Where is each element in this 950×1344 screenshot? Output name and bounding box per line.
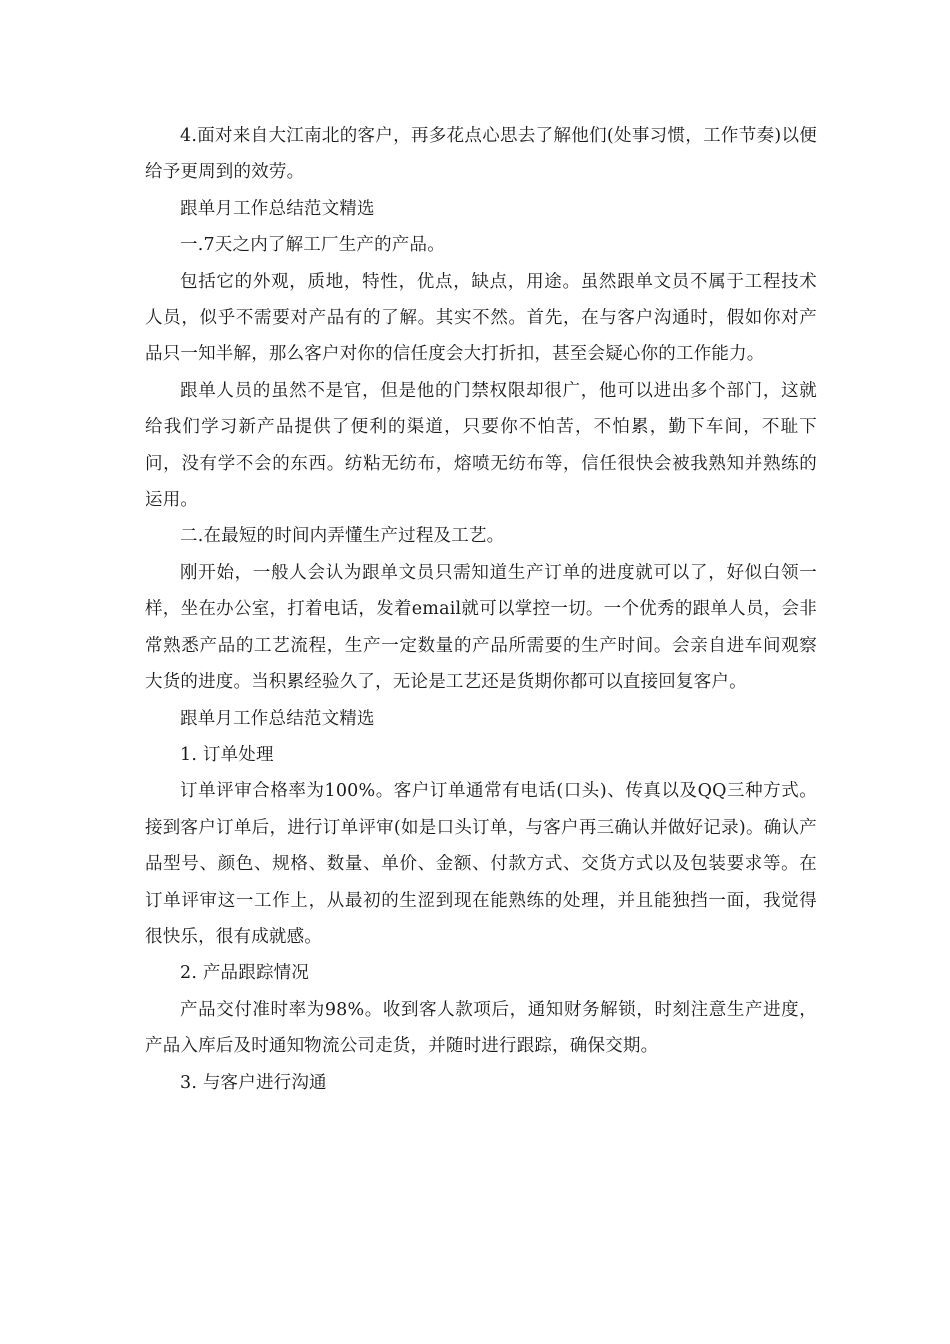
list-item-order-processing: 1. 订单处理 bbox=[180, 744, 274, 765]
paragraph-order-review: 订单评审合格率为100%。客户订单通常有电话(口头)、传真以及QQ三种方式。接到客户订单后，进行订单评审(如是口头订单，与客户再三确认并做好记录)。确认产品型号、颜色、规格、数量、单价、金额、付款方式、交货方式以及包装要求等。在订单评审这一工作上，从最初的生涩到现在能熟练的处理，并且能独挡一面，我觉得很快乐，很有成就感。 bbox=[145, 781, 817, 947]
subheading-learn-products: 一.7天之内了解工厂生产的产品。 bbox=[180, 235, 445, 256]
paragraph-product-knowledge: 包括它的外观，质地，特性，优点，缺点，用途。虽然跟单文员不属于工程技术人员，似乎不需要对产品有的了解。其实不然。首先，在与客户沟通时，假如你对产品只一知半解，那么客户对你的信任度会大打折扣，甚至会疑心你的工作能力。 bbox=[145, 271, 817, 365]
document-body bbox=[145, 118, 817, 1101]
paragraph-access-departments: 跟单人员的虽然不是官，但是他的门禁权限却很广，他可以进出多个部门，这就给我们学习新产品提供了便利的渠道，只要你不怕苦，不怕累，勤下车间，不耻下问，没有学不会的东西。纺粘无纺布，熔喷无纺布等，信任很快会被我熟知并熟练的运用。 bbox=[145, 380, 817, 511]
paragraph-delivery-rate: 产品交付准时率为98%。收到客人款项后，通知财务解锁，时刻注意生产进度，产品入库后及时通知物流公司走货，并随时进行跟踪，确保交期。 bbox=[145, 999, 817, 1057]
section-heading-summary-2: 跟单月工作总结范文精选 bbox=[180, 708, 375, 729]
list-item-product-tracking: 2. 产品跟踪情况 bbox=[180, 963, 310, 984]
paragraph-customer-service: 4.面对来自大江南北的客户，再多花点心思去了解他们(处事习惯，工作节奏)以便给予更周到的效劳。 bbox=[145, 126, 817, 183]
subheading-production-process: 二.在最短的时间内弄懂生产过程及工艺。 bbox=[180, 526, 505, 547]
list-item-customer-communication: 3. 与客户进行沟通 bbox=[180, 1072, 327, 1093]
section-heading-summary-1: 跟单月工作总结范文精选 bbox=[180, 198, 375, 219]
paragraph-process-knowledge: 刚开始，一般人会认为跟单文员只需知道生产订单的进度就可以了，好似白领一样，坐在办公室，打着电话，发着email就可以掌控一切。一个优秀的跟单人员，会非常熟悉产品的工艺流程，生产一定数量的产品所需要的生产时间。会亲自进车间观察大货的进度。当积累经验久了，无论是工艺还是货期你都可以直接回复客户。 bbox=[145, 562, 817, 693]
